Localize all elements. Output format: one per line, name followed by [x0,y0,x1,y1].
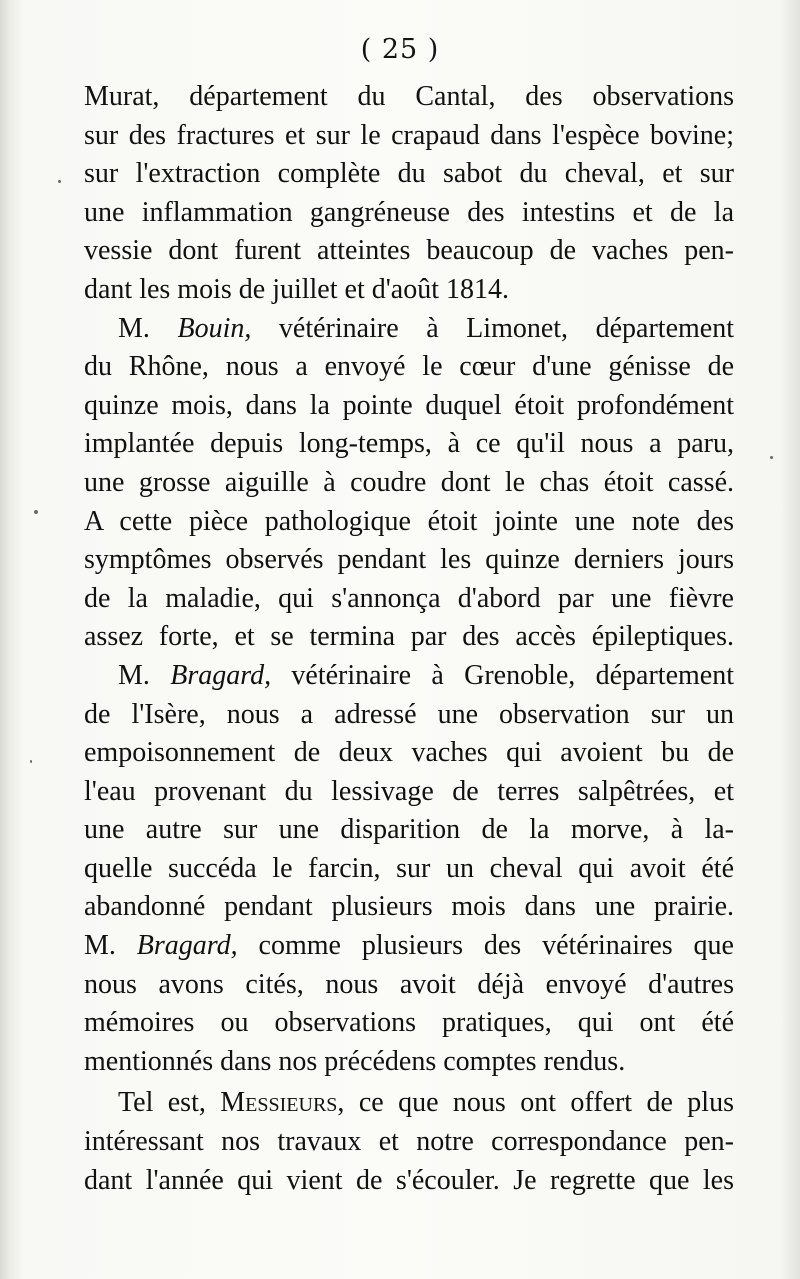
scan-speck [58,180,61,183]
text-line: A cette pièce pathologique étoit jointe une note des [84,505,734,537]
text-span: M. [118,312,178,344]
person-name: Bouin, [177,312,252,344]
text-span: vétérinaire à Grenoble, département [271,659,734,691]
body-text [84,78,734,1200]
text-line: une grosse aiguille à coudre dont le chas étoit cassé. [84,466,734,498]
text-span: Tel est, [118,1087,221,1119]
text-line: mémoires ou observations pratiques, qui ont été [84,1007,734,1039]
text-line: de l'Isère, nous a adressé une observation sur un [84,698,734,730]
text-line: mentionnés dans nos précédens comptes rendus. [84,1045,626,1077]
scan-speck [34,510,38,514]
text-line: de la maladie, qui s'annonça d'abord par une fièvre [84,582,734,614]
text-line: nous avons cités, nous avoit déjà envoyé d'autres [84,968,734,1000]
text-line: l'eau provenant du lessivage de terres salpêtrées, et [84,775,734,807]
text-span: comme plusieurs des vétérinaires que [237,930,734,962]
text-span: vétérinaire à Limonet, département [251,312,734,344]
text-line: sur des fractures et sur le crapaud dans l'espèce bovine; [84,119,734,151]
address-term: Messieurs [220,1087,338,1119]
text-line: quelle succéda le farcin, sur un cheval qui avoit été [84,852,734,884]
text-line: intéressant nos travaux et notre correspondance pen- [84,1126,734,1158]
text-span: M. [118,659,171,691]
paragraph-first-line [84,1084,734,1123]
text-span: M. [84,930,137,962]
paragraph-first-line [84,657,734,696]
text-line: une inflammation gangréneuse des intestins et de la [84,196,734,228]
person-name: Bragard, [170,659,272,691]
text-line: empoisonnement de deux vaches qui avoient bu de [84,737,734,769]
paragraph-first-line [84,310,734,349]
text-line: dant les mois de juillet et d'août 1814. [84,273,509,305]
text-line [84,927,734,966]
text-line: symptômes observés pendant les quinze derniers jours [84,544,734,576]
text-line: sur l'extraction complète du sabot du cheval, et sur [84,158,734,190]
page-number: ( 25 ) [360,34,440,65]
scan-speck [30,760,32,763]
text-line: vessie dont furent atteintes beaucoup de vaches pen- [84,235,734,267]
text-line: Murat, département du Cantal, des observations [84,81,734,112]
person-name: Bragard, [136,930,238,962]
text-line: assez forte, et se termina par des accès épileptiques. [84,621,734,653]
text-line: une autre sur une disparition de la morve, à la- [84,814,734,846]
text-line: dant l'année qui vient de s'écouler. Je regrette que les [84,1164,734,1196]
text-span: , ce que nous ont offert de plus [337,1087,734,1119]
text-line: quinze mois, dans la pointe duquel étoit profondément [84,389,734,421]
text-line: abandonné pendant plusieurs mois dans une prairie. [84,891,734,923]
text-line: implantée depuis long-temps, à ce qu'il nous a paru, [84,428,734,460]
scan-speck [770,456,773,459]
text-line: du Rhône, nous a envoyé le cœur d'une génisse de [84,351,734,383]
